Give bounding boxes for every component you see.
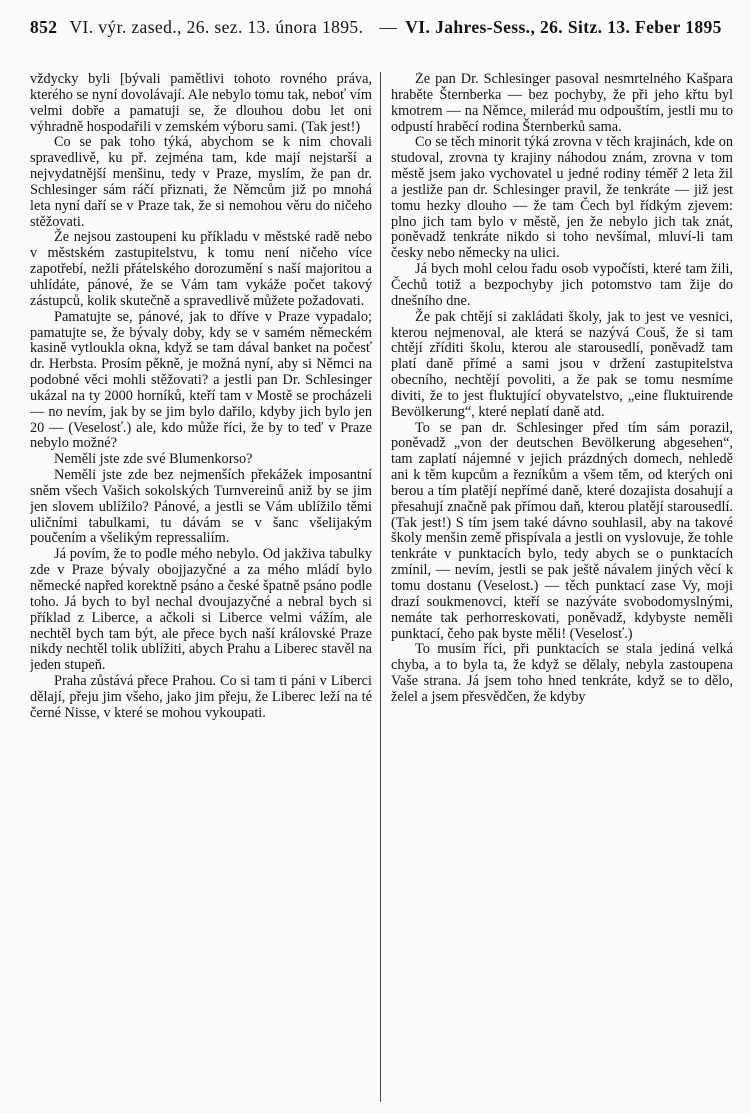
page-number: 852 (30, 16, 58, 37)
paragraph: To musím říci, při punktacích se stala jediná velká chyba, a to byla ta, že když se dělaly, nebyla zastoupena Vaše strana. Já jsem toho hned tenkráte, když se to dělo, želel a jsem přesvědčen, že kdyby (391, 641, 733, 705)
text-columns (30, 72, 733, 1113)
paragraph: Co se pak toho týká, abychom se k nim chovali spravedlivě, ku př. zejména tam, kde mají nejstarší a nejvydatnější menšinu, tedy v Praze, myslím, že pan dr. Schlesinger sám ráčí přiznati, že Němcům již po mnohá leta nyní daří se v Praze tak, že si nemohou věru do ničeho stěžovati. (30, 134, 372, 230)
paragraph: To se pan dr. Schlesinger před tím sám porazil, poněvadž „von der deutschen Bevölkerung abgesehen“, tam zaplatí nájemné v jejich prázdných domech, nehledě ani k těm kupcům a řezníkům a všem těm, od kterých oni berou a tím platějí nepřímé daně, které dozajista dosahují a přesahují značně pak přímou daň, kterou platějí starousedlí. (Tak jest!) S tím jsem také dávno souhlasil, aby na takové školy menšin země přispívala a jestli on vyslovuje, že tohle tenkráte v punktacích bylo, tedy abych se o punktacích zmínil, — nevím, jestli se pak ještě návalem jiných věcí k tomu dostanu (Veselost.) — těch punktací zase Vy, moji drazí soukmenovci, kteří se nazýváte svobodomyslnými, nemáte tak perhorreskovati, poněvadž, kdybyste neměli punktací, čeho pak byste měli! (Veselosť.) (391, 419, 733, 642)
paragraph: Že pak chtějí si zakládati školy, jak to jest ve vesnici, kterou nejmenoval, ale která se nazývá Couš, že si tam chtějí zříditi školu, kterou ale starousedlí, poněvadž tam platí daně přímé a sami jsou v držení zastupitelstva obecního, nechtějí povoliti, a že pak se tomu nesmíme diviti, že to jest fluktující obyvatelstvo, „eine fluktuirende Bevölkerung“, které neplatí daně atd. (391, 308, 733, 420)
left-column (30, 72, 381, 1102)
page-header (30, 14, 733, 40)
paragraph: Praha zůstává přece Prahou. Co si tam ti páni v Liberci dělají, přeju jim všeho, jako jim přeju, že Liberec leží na té černé Nisse, v které se mohou vykoupati. (30, 673, 372, 721)
paragraph: Že nejsou zastoupeni ku příkladu v městské radě nebo v městském zastupitelstvu, k tomu není ničeho více zapotřebí, nežli přátelského dorozumění s naší majoritou a uhlídáte, pánové, že se Vám tam vykáže počet takový zástupců, kolik skutečně a spravedlivě můžete požadovati. (30, 229, 372, 309)
header-german-session: VI. Jahres-Sess., 26. Sitz. 13. Feber 1895 (405, 16, 722, 37)
paragraph: Co se těch minorit týká zrovna v těch krajinách, kde on studoval, zrovna ty krajiny náhodou znám, zrovna v tom městě jsem jako vychovatel u jedné rodiny téměř 2 leta žil a jestliže pan dr. Schlesinger pravil, že tenkráte — již jest tomu hezky dlouho — že tam Čech byl řídkým zjevem: plno jich tam bylo v městě, jen že nebylo jich tak znát, poněvadž tenkráte nikdo si toho nevšímal, mluví-li tam česky nebo německy na ulici. (391, 134, 733, 262)
paragraph: Já povím, že to podle mého nebylo. Od jakživa tabulky zde v Praze bývaly obojjazyčné a za mého mládí bylo německé napřed korektně psáno a české špatně psáno podle toho. Já bych to byl nechal dvoujazyčné a nebral bych si příklad z Liberce, a ačkoli si Liberce velmi vážím, ale nechtěl bych tam být, ale přece bych naší královské Praze nikdy nechtěl tolik ublížiti, abych Prahu a Liberec stavěl na jeden stupeň. (30, 546, 372, 674)
header-separator: — (379, 16, 398, 37)
paragraph: vždycky byli [bývali pamětlivi tohoto rovného práva, kterého se nyní dovolávají. Ale nebylo tomu tak, neboť vím velmi dobře a pamatuji se, že dlouhou dobu let oni výhradně hospodařili v zemském výboru sami. (Tak jest!) (30, 72, 372, 135)
paragraph: Já bych mohl celou řadu osob vypočísti, které tam žili, Čechů totiž a bezpochyby jich potomstvo tam žije do dnešního dne. (391, 261, 733, 309)
header-czech-session: VI. výr. zased., 26. sez. 13. února 1895. (69, 16, 364, 37)
paragraph: Neměli jste zde své Blumenkorso? (54, 451, 253, 468)
paragraph: Neměli jste zde bez nejmenších překážek imposantní sněm všech Vašich sokolských Turnvereinů aniž by se jim jen slovem ublížilo? Pánové, a jestli se Vám ublížilo těmi uličními tabulkami, tu dávám se v šanc všelijakým poučením a všelikým repressaliím. (30, 467, 372, 547)
paragraph: Že pan Dr. Schlesinger pasoval nesmrtelného Kašpara hraběte Šternberka — bez pochyby, že při jeho křtu byl kmotrem — na Němce, milerád mu odpouštím, jestli mu to odpustí hraběcí rodina Šternberků sama. (391, 72, 733, 135)
paragraph: Pamatujte se, pánové, jak to dříve v Praze vypadalo; pamatujte se, že bývaly doby, kdy se v samém německém kasině vytloukla okna, když se tam dával banket na počesť dr. Herbsta. Prosím pěkně, je možná nyní, aby si Němci na podobné věci mohli stěžovati? a jestli pan Dr. Schlesinger ukázal na ty 2000 horníků, kteří tam v Mostě se procházeli — no nevím, jak by se jim bylo dařilo, kdyby jich bylo jen 20 — (Veselosť.) ale, kdo může říci, že by to teď v Praze nebylo možné? (30, 308, 372, 452)
right-column (391, 72, 733, 1102)
